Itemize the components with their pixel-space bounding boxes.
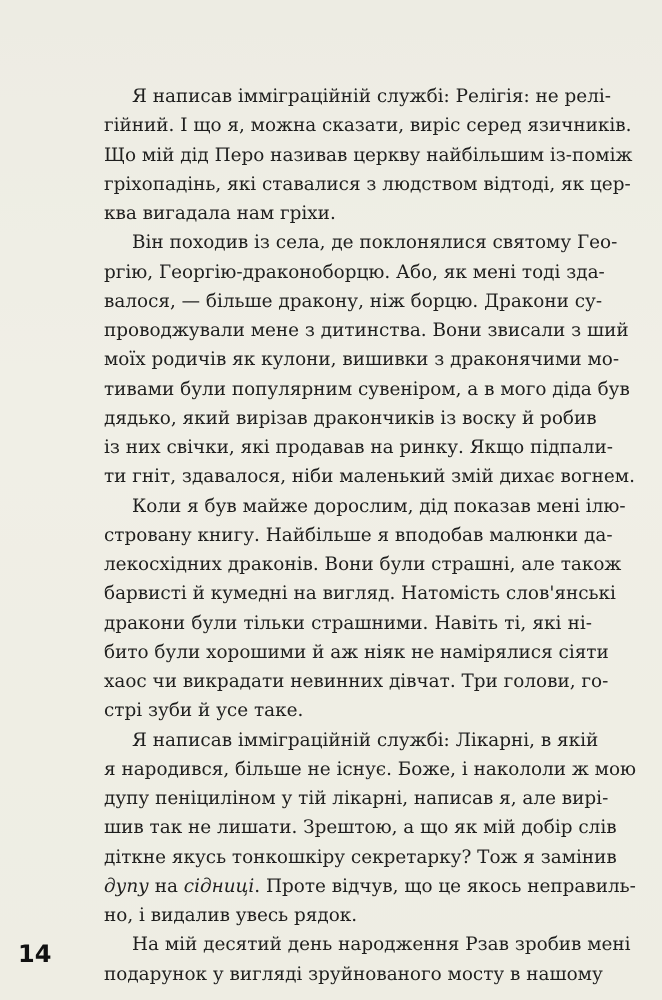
text-line: Коли я був майже дорослим, дід показав мені ілю- <box>132 495 626 517</box>
text-line: гріхопадінь, які ставалися з людством відтоді, як цер- <box>104 173 631 195</box>
text-line: хаос чи викрадати невинних дівчат. Три голови, го- <box>104 671 609 692</box>
text-line: шив так не лишати. Зрештою, а що як мій добір слів <box>104 817 617 839</box>
text-line: із них свічки, які продавав на ринку. Якщо підпали- <box>104 437 613 458</box>
page-number: 14 <box>18 940 52 968</box>
text-line: дупу на сідниці. Проте відчув, що це якось неправиль- <box>104 875 636 897</box>
text-line: Він походив із села, де поклонялися святому Гео- <box>132 232 618 254</box>
text-line: ти гніт, здавалося, ніби маленький змій дихає вогнем. <box>104 466 635 488</box>
text-line: моїх родичів як кулони, вишивки з драконячими мо- <box>104 349 620 371</box>
paragraph-3 <box>104 492 626 726</box>
text-line: я народився, більше не існує. Боже, і накололи ж мою <box>104 758 637 780</box>
emphasis-word: сідниці <box>183 875 255 897</box>
text-line: подарунок у вигляді зруйнованого мосту в нашому <box>104 963 603 985</box>
text-line: валося, — більше дракону, ніж борцю. Дракони су- <box>104 290 603 312</box>
body-text <box>104 82 637 989</box>
text-line: лекосхідних драконів. Вони були страшні, але також <box>104 554 622 575</box>
text-line: барвисті й кумедні на вигляд. Натомість слов'янські <box>104 583 616 605</box>
text-line: На мій десятий день народження Рзав зробив мені <box>132 934 631 956</box>
text-line: но, і видалив увесь рядок. <box>104 905 358 926</box>
text-line: дядько, який вирізав дракончиків із воску й робив <box>104 407 597 429</box>
text-line: діткне якусь тонкошкіру секретарку? Тож я замінив <box>104 846 617 868</box>
text-line: Я написав імміграційній службі: Релігія: не релі- <box>132 86 611 107</box>
text-line: стрі зуби й усе таке. <box>104 700 304 722</box>
paragraph-5 <box>104 930 631 989</box>
text-line: ргію, Георгію-драконоборцю. Або, як мені тоді зда- <box>104 261 605 283</box>
text-line: проводжували мене з дитинства. Вони звисали з ший <box>104 320 629 341</box>
text-line: Я написав імміграційній службі: Лікарні, в якій <box>132 729 599 751</box>
text-line: бито були хорошими й аж ніяк не намірялися сіяти <box>104 641 609 663</box>
text-line: дупу пеніциліном у тій лікарні, написав я, але вирі- <box>104 788 609 809</box>
text-line: Що мій дід Перо називав церкву найбільшим із-поміж <box>104 144 633 166</box>
text-line: стровану книгу. Найбільше я вподобав малюнки да- <box>104 524 613 546</box>
paragraph-2 <box>104 228 635 491</box>
text-line: гійний. І що я, можна сказати, виріс серед язичників. <box>104 115 632 137</box>
paragraph-1 <box>104 82 633 228</box>
emphasis-word: дупу <box>104 875 149 897</box>
text-line: дракони були тільки страшними. Навіть ті, які ні- <box>104 612 592 634</box>
paragraph-4 <box>104 726 637 931</box>
text-line: ква вигадала нам гріхи. <box>104 203 336 224</box>
text-line: тивами були популярним сувеніром, а в мого діда був <box>104 378 630 400</box>
